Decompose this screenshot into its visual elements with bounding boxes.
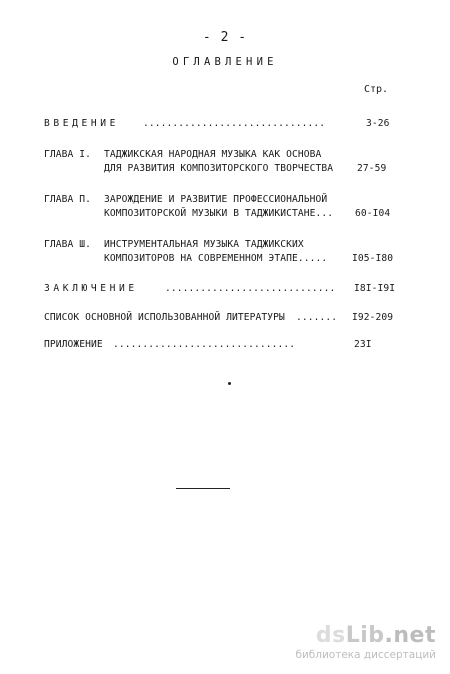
- toc-entry-chapter-1-pages: 27-59: [357, 163, 387, 174]
- closing-rule: [176, 488, 230, 489]
- page-number: - 2 -: [202, 30, 248, 45]
- toc-entry-chapter-3-title-line-2: КОМПОЗИТОРОВ НА СОВРЕМЕННОМ ЭТАПЕ.....: [104, 253, 328, 264]
- toc-entry-conclusion-pages: I8I-I9I: [354, 283, 396, 294]
- toc-entry-chapter-1-title-line-2: ДЛЯ РАЗВИТИЯ КОМПОЗИТОРСКОГО ТВОРЧЕСТВА: [104, 163, 334, 174]
- ink-speck: [228, 382, 231, 385]
- toc-leader-dots: .......: [296, 312, 338, 323]
- toc-leader-dots: ...............................: [113, 339, 296, 350]
- toc-leader-dots: ...............................: [143, 118, 326, 129]
- toc-entry-chapter-1-label: ГЛАВА I.: [44, 149, 92, 160]
- toc-entry-bibliography-pages: I92-209: [352, 312, 394, 323]
- toc-entry-chapter-3-title-line-1: ИНСТРУМЕНТАЛЬНАЯ МУЗЫКА ТАДЖИКСКИХ: [104, 239, 304, 250]
- toc-entry-conclusion-label: ЗАКЛЮЧЕНИЕ: [44, 283, 138, 294]
- toc-entry-appendix-label: ПРИЛОЖЕНИЕ: [44, 339, 103, 350]
- toc-entry-chapter-2-pages: 60-I04: [355, 208, 391, 219]
- toc-entry-bibliography-label: СПИСОК ОСНОВНОЙ ИСПОЛЬЗОВАННОЙ ЛИТЕРАТУРЫ: [44, 312, 285, 323]
- toc-title: ОГЛАВЛЕНИЕ: [172, 56, 278, 68]
- toc-entry-chapter-3-label: ГЛАВА Ш.: [44, 239, 92, 250]
- toc-entry-chapter-2-title-line-1: ЗАРОЖДЕНИЕ И РАЗВИТИЕ ПРОФЕССИОНАЛЬНОЙ: [104, 194, 328, 205]
- watermark-subtitle: библиотека диссертаций: [295, 649, 436, 661]
- toc-entry-appendix-pages: 23I: [354, 339, 372, 350]
- toc-entry-introduction-pages: 3-26: [366, 118, 390, 129]
- toc-entry-introduction-label: ВВЕДЕНИЕ: [44, 118, 120, 129]
- toc-entry-chapter-3-pages: I05-I80: [352, 253, 394, 264]
- toc-entry-chapter-2-title-line-2: КОМПОЗИТОРСКОЙ МУЗЫКИ В ТАДЖИКИСТАНЕ...: [104, 208, 334, 219]
- toc-entry-chapter-1-title-line-1: ТАДЖИКСКАЯ НАРОДНАЯ МУЗЫКА КАК ОСНОВА: [104, 149, 322, 160]
- page-column-header: Стр.: [364, 84, 389, 95]
- watermark-logo: dsLib.net: [315, 623, 436, 648]
- watermark: [295, 624, 436, 662]
- toc-entry-chapter-2-label: ГЛАВА П.: [44, 194, 92, 205]
- toc-leader-dots: .............................: [165, 283, 336, 294]
